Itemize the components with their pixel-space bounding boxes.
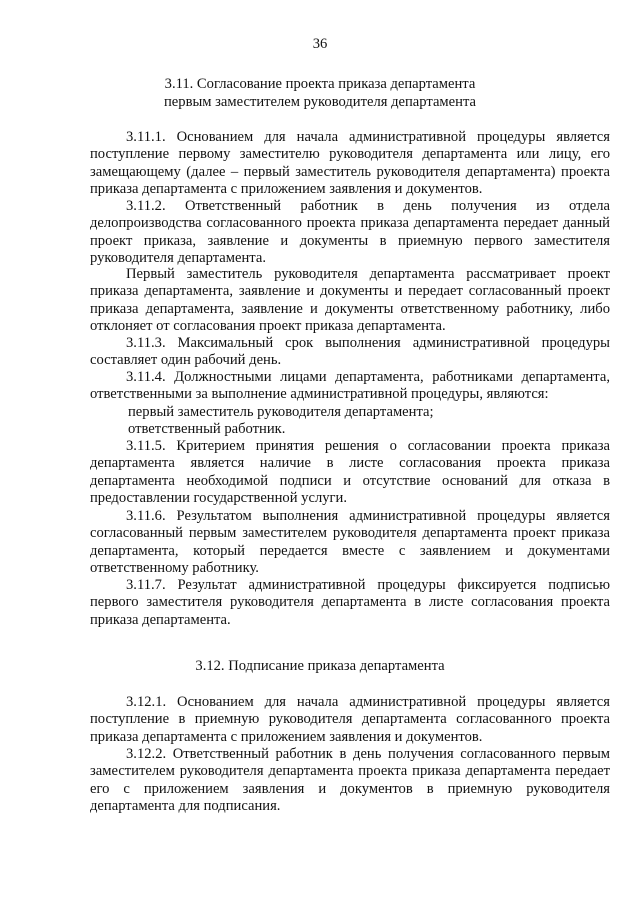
section-3-11-title-line2: первым заместителем руководителя департамента: [164, 94, 476, 110]
paragraph-3-11-3: 3.11.3. Максимальный срок выполнения административной процедуры составляет один рабочий день.: [90, 335, 610, 369]
paragraph-3-11-1: 3.11.1. Основанием для начала административной процедуры является поступление первому заместителю руководителя департамента или лицу, его замещающему (далее – первый заместитель руководителя департамента) проекта приказа департамента с приложением заявления и документов.: [90, 129, 610, 198]
section-3-11-title-line1: 3.11. Согласование проекта приказа департамента: [164, 76, 476, 92]
paragraph-3-11-4: 3.11.4. Должностными лицами департамента, работниками департамента, ответственными за выполнение административной процедуры, являются:: [90, 369, 610, 403]
paragraph-3-11-2-review: Первый заместитель руководителя департамента рассматривает проект приказа департамента, заявление и документы и передает согласованный проект приказа департамента, заявление и документы ответственному работнику, либо отклоняет от согласования проект приказа департамента.: [90, 266, 610, 335]
paragraph-3-12-1: 3.12.1. Основанием для начала административной процедуры является поступление в приемную руководителя департамента согласованного проекта приказа департамента с приложением заявления и документов.: [90, 694, 610, 745]
section-3-12-title: 3.12. Подписание приказа департамента: [195, 658, 445, 674]
page-number: 36: [312, 36, 328, 52]
responsible-item-2: ответственный работник.: [128, 421, 286, 437]
responsible-item-1: первый заместитель руководителя департамента;: [128, 404, 434, 420]
paragraph-3-12-2: 3.12.2. Ответственный работник в день получения согласованного первым заместителем руководителя департамента проекта приказа департамента передает его с приложением заявления и документов в приемную руководителя департамента для подписания.: [90, 746, 610, 815]
paragraph-3-11-2: 3.11.2. Ответственный работник в день получения из отдела делопроизводства согласованного проекта приказа департамента передает данный проект приказа, заявление и документы в приемную первого заместителя руководителя департамента.: [90, 198, 610, 267]
paragraph-3-11-7: 3.11.7. Результат административной процедуры фиксируется подписью первого заместителя руководителя департамента в листе согласования проекта приказа департамента.: [90, 577, 610, 628]
paragraph-3-11-6: 3.11.6. Результатом выполнения административной процедуры является согласованный первым заместителем руководителя департамента проект приказа департамента, который передается вместе с заявлением и документами ответственному работнику.: [90, 508, 610, 577]
paragraph-3-11-5: 3.11.5. Критерием принятия решения о согласовании проекта приказа департамента является наличие в листе согласования проекта приказа департамента необходимой подписи и отсутствие оснований для отказа в предоставлении государственной услуги.: [90, 438, 610, 507]
